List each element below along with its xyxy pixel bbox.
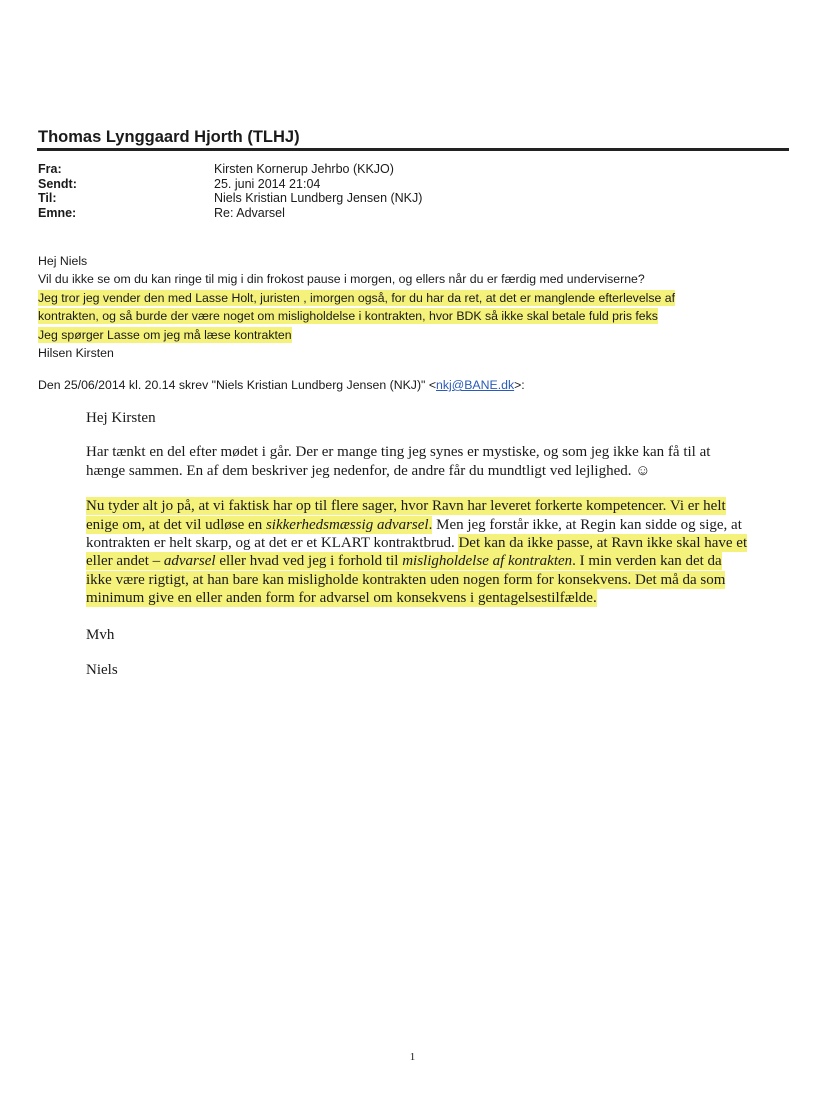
quoted-paragraph-highlighted <box>86 497 751 607</box>
field-value: Re: Advarsel <box>214 205 285 220</box>
field-value: Kirsten Kornerup Jehrbo (KKJO) <box>214 162 394 176</box>
highlight-span: Jeg spørger Lasse om jeg må læse kontrakten <box>38 327 292 342</box>
highlight-span: Jeg tror jeg vender den med Lasse Holt, juristen , imorgen også, for du har da ret, at det er manglende efterlevelse af <box>38 290 676 305</box>
text-run: . <box>428 516 433 533</box>
quoted-greeting: Hej Kirsten <box>86 410 156 426</box>
field-label: Sendt: <box>38 176 77 191</box>
field-sent <box>38 177 738 192</box>
field-from <box>38 162 738 177</box>
quoted-message <box>86 409 751 679</box>
text-run: Det kan da ikke passe, at Ravn ikke skal have et eller andet – <box>86 535 748 570</box>
field-to <box>38 191 738 206</box>
header-rule <box>37 148 789 151</box>
email-link[interactable]: nkj@BANE.dk <box>436 378 515 392</box>
text-run: eller hvad ved jeg i forhold til <box>215 553 403 570</box>
reply-highlighted-line <box>38 326 788 344</box>
reply-body <box>38 252 788 362</box>
text-run: Men jeg forstår ikke, at Regin kan sidde og sige, at kontrakten er helt skarp, og at det er et KLART kontraktbrud. <box>86 516 742 552</box>
reply-line: Vil du ikke se om du kan ringe til mig i din frokost pause i morgen, og ellers når du er færdig med underviserne? <box>38 272 645 287</box>
field-value: 25. juni 2014 21:04 <box>214 176 321 191</box>
text-run: Nu tyder alt jo på, at vi faktisk har op til flere sager, hvor Ravn har leveret forkerte kompetencer. Vi er helt enige om, at det vil udløse en <box>86 498 726 533</box>
field-label: Fra: <box>38 162 62 176</box>
reply-greeting: Hej Niels <box>38 254 88 268</box>
emphasis-text: sikkerhedsmæssig advarsel <box>265 516 429 533</box>
page-number: 1 <box>409 1051 416 1063</box>
reply-highlighted-line <box>38 289 788 307</box>
quoted-signoff: Mvh <box>86 626 115 643</box>
text-run: . I min verden kan det da ikke være rigtigt, at han bare kan misligholde kontrakten uden nogen form for konsekvens. Det må da som minimum give en eller anden form for advarsel om konsekvens i gentagelsestilfælde. <box>86 553 726 607</box>
quote-intro-suffix: >: <box>514 378 525 392</box>
reply-highlighted-line <box>38 307 788 325</box>
quote-intro-line <box>38 377 798 393</box>
emphasis-text: misligholdelse af kontrakten <box>402 553 573 570</box>
reply-signoff: Hilsen Kirsten <box>38 346 114 361</box>
field-label: Emne: <box>38 205 77 220</box>
field-label: Til: <box>38 191 57 205</box>
quote-intro-prefix: Den 25/06/2014 kl. 20.14 skrev "Niels Kristian Lundberg Jensen (NKJ)" < <box>38 378 437 392</box>
field-subject <box>38 206 738 221</box>
field-value: Niels Kristian Lundberg Jensen (NKJ) <box>214 191 423 205</box>
highlight-span: kontrakten, og så burde der være noget om misligholdelse i kontrakten, hvor BDK så ikke skal betale fuld pris feks <box>38 309 658 324</box>
sender-name-heading: Thomas Lynggaard Hjorth (TLHJ) <box>38 128 300 146</box>
quoted-paragraph: Har tænkt en del efter mødet i går. Der er mange ting jeg synes er mystiske, og som jeg ikke kan få til at hænge sammen. En af dem beskriver jeg nedenfor, de andre får du mundtligt ved lejlighed. ☺ <box>86 444 711 479</box>
email-header-fields <box>38 162 738 220</box>
quoted-signature: Niels <box>86 662 118 679</box>
emphasis-text: advarsel <box>163 553 216 570</box>
